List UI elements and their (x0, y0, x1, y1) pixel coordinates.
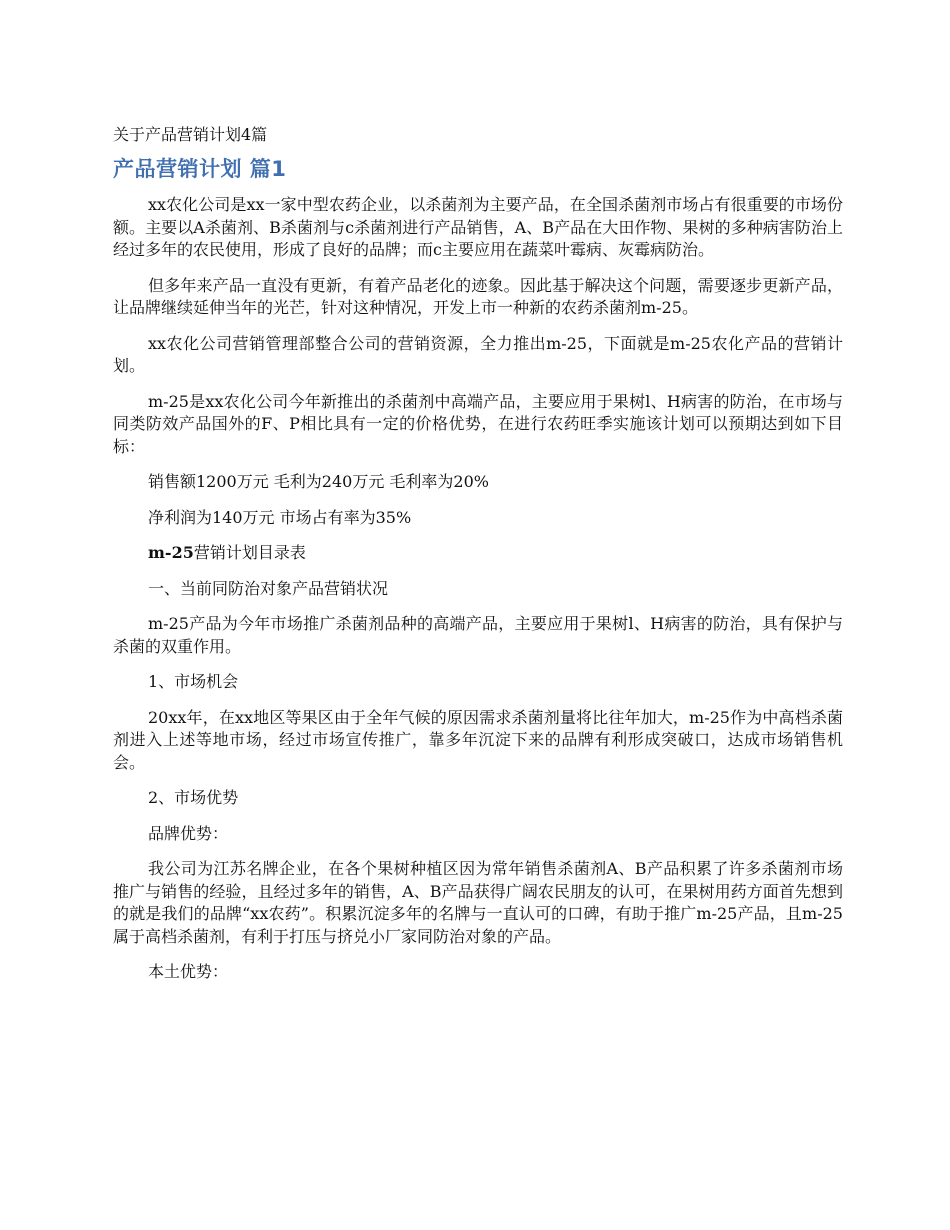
paragraph-sales-target: 销售额1200万元 毛利为240万元 毛利率为20% (148, 472, 489, 491)
paragraph-local-advantage-heading: 本土优势： (148, 962, 229, 981)
toc-title-rest: 营销计划目录表 (193, 543, 306, 562)
section-heading: 产品营销计划 篇1 (113, 157, 287, 181)
paragraph-market-opportunity: 20xx年，在xx地区等果区由于全年气候的原因需求杀菌剂量将比往年加大，m-25作为中高档杀菌剂进入上述等地市场，经过市场宣传推广，靠多年沉淀下来的品牌有利形成突破口，达成市场销售机会。 (113, 707, 843, 772)
paragraph-market-opportunity-heading: 1、市场机会 (148, 672, 239, 691)
paragraph-product-aging: 但多年来产品一直没有更新，有着产品老化的迹象。因此基于解决这个问题，需要逐步更新产品，让品牌继续延伸当年的光芒，针对这种情况，开发上市一种新的农药杀菌剂m-25。 (113, 275, 843, 317)
paragraph-section-one: 一、当前同防治对象产品营销状况 (148, 578, 389, 598)
paragraph-brand-advantage-heading: 品牌优势： (148, 823, 229, 843)
document-title: 关于产品营销计划4篇 (113, 125, 268, 144)
document-page (113, 124, 843, 997)
paragraph-m25-positioning: m-25产品为今年市场推广杀菌剂品种的高端产品，主要应用于果树l、H病害的防治，具有保护与杀菌的双重作用。 (113, 614, 843, 656)
paragraph-company-intro: xx农化公司是xx一家中型农药企业，以杀菌剂为主要产品，在全国杀菌剂市场占有很重要的市场份额。主要以A杀菌剂、B杀菌剂与c杀菌剂进行产品销售，A、B产品在大田作物、果树的多种病害防治上经过多年的农民使用，形成了良好的品牌；而c主要应用在蔬菜叶霉病、灰霉病防治。 (113, 195, 843, 259)
paragraph-toc-title (113, 542, 843, 565)
paragraph-marketing-plan-intro: xx农化公司营销管理部整合公司的营销资源，全力推出m-25，下面就是m-25农化产品的营销计划。 (113, 333, 843, 375)
toc-title-bold: m-25 (148, 543, 194, 562)
paragraph-m25-description: m-25是xx农化公司今年新推出的杀菌剂中高端产品，主要应用于果树l、H病害的防治，在市场与同类防效产品国外的F、P相比具有一定的价格优势，在进行农药旺季实施该计划可以预期达到如下目标： (113, 391, 843, 456)
paragraph-brand-advantage: 我公司为江苏名牌企业，在各个果树种植区因为常年销售杀菌剂A、B产品积累了许多杀菌剂市场推广与销售的经验，且经过多年的销售，A、B产品获得广阔农民朋友的认可，在果树用药方面首先想到的就是我们的品牌“xx农药”。积累沉淀多年的名牌与一直认可的口碑，有助于推广m-25产品，且m-25属于高档杀菌剂，有利于打压与挤兑小厂家同防治对象的产品。 (113, 859, 843, 946)
paragraph-market-advantage-heading: 2、市场优势 (148, 788, 239, 807)
paragraph-profit-target: 净利润为140万元 市场占有率为35% (148, 507, 412, 527)
